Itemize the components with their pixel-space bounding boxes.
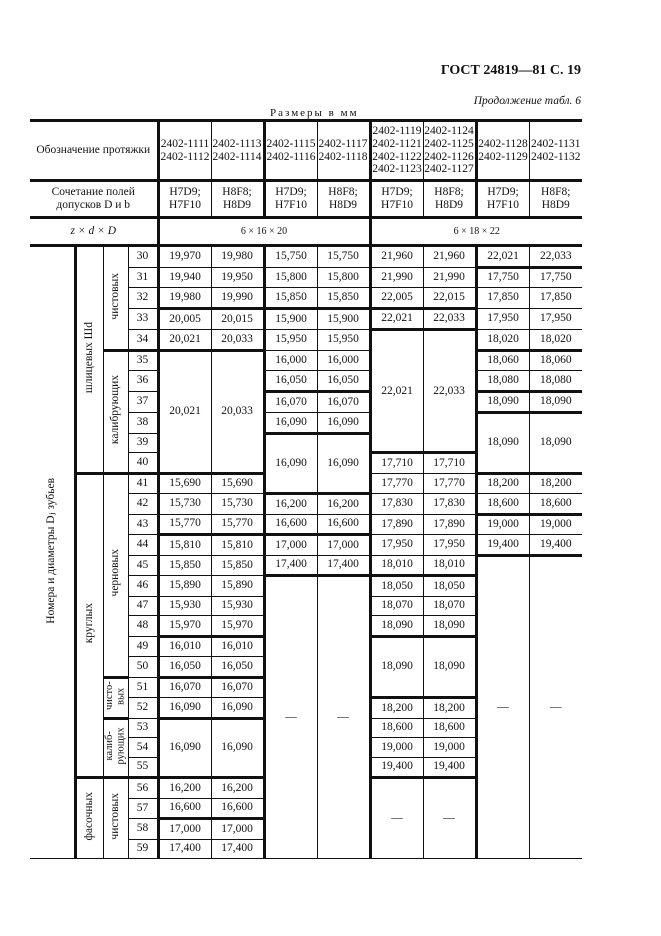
value-cell: 15,850 [317, 288, 370, 309]
tooth-number: 36 [128, 371, 158, 392]
tooth-number: 30 [128, 246, 158, 268]
value-cell: 17,950 [423, 535, 476, 556]
document-header: ГОСТ 24819—81 С. 19 [440, 63, 581, 78]
tooth-number: 43 [128, 514, 158, 535]
value-cell: 18,050 [370, 576, 423, 597]
designation-label: Обозначение протяжки [30, 121, 158, 181]
value-cell: 15,770 [211, 514, 264, 535]
value-cell: 19,980 [211, 246, 264, 268]
dash-cell: — [370, 778, 423, 859]
tooth-number: 35 [128, 350, 158, 371]
value-cell: 16,070 [317, 391, 370, 413]
value-cell: 16,090 [264, 413, 317, 434]
value-cell: 21,990 [423, 267, 476, 288]
value-cell: 18,200 [529, 473, 582, 494]
value-cell: 18,020 [476, 330, 529, 351]
value-cell: 18,050 [423, 576, 476, 597]
tooth-number: 58 [128, 819, 158, 840]
value-cell: 15,800 [317, 267, 370, 288]
value-cell: 15,810 [211, 535, 264, 556]
designation-3: 2402-1115 2402-1116 [264, 121, 317, 181]
value-cell: 18,060 [476, 350, 529, 371]
tooth-number: 37 [128, 391, 158, 413]
value-cell: 19,400 [476, 535, 529, 556]
value-cell: 17,710 [423, 453, 476, 474]
value-cell: 17,400 [264, 555, 317, 576]
value-cell: 17,000 [158, 819, 211, 840]
size-18x22: 6 × 18 × 22 [370, 218, 582, 246]
tooth-number: 48 [128, 616, 158, 637]
value-cell: 17,950 [529, 308, 582, 330]
value-cell: 16,050 [158, 657, 211, 678]
value-cell-merged: 16,090 [264, 433, 317, 494]
label-finishing-2 [103, 778, 128, 859]
value-cell: 15,930 [211, 596, 264, 616]
value-cell: 16,070 [211, 677, 264, 698]
value-cell: 17,000 [264, 535, 317, 556]
rotated-label: чистовых [109, 793, 122, 840]
value-cell: 17,950 [476, 308, 529, 330]
dash-cell: — [423, 778, 476, 859]
label-calibrating [103, 350, 128, 473]
value-cell: 18,600 [529, 494, 582, 515]
value-cell: 22,021 [476, 246, 529, 268]
value-cell: 15,770 [158, 514, 211, 535]
value-cell: 17,710 [370, 453, 423, 474]
rotated-label: калибрующих [109, 375, 122, 445]
tooth-number: 57 [128, 798, 158, 819]
value-cell: 22,021 [370, 308, 423, 330]
tolerance-label: Сочетание полей допусков D и b [30, 181, 158, 218]
value-cell: 17,000 [317, 535, 370, 556]
value-cell: 16,090 [211, 698, 264, 719]
dash-cell: — [317, 576, 370, 859]
table-row [30, 246, 582, 268]
size-label-text: z × d × D [70, 225, 117, 238]
value-cell: 18,200 [370, 698, 423, 719]
rotated-label: калиб-рующих [103, 727, 127, 765]
value-cell: 15,690 [211, 473, 264, 494]
value-cell: 17,830 [370, 494, 423, 515]
rotated-label: шлицевых Шd [83, 321, 96, 393]
value-cell: 15,900 [317, 308, 370, 330]
value-cell: 17,830 [423, 494, 476, 515]
value-cell: 15,750 [317, 246, 370, 268]
designation-7: 2402-1128 2402-1129 [476, 121, 529, 181]
value-cell: 18,090 [423, 616, 476, 637]
value-cell: 16,200 [158, 778, 211, 799]
rotated-label: чисто-вых [103, 681, 127, 711]
value-cell: 17,400 [211, 839, 264, 859]
dash-cell: — [529, 555, 582, 859]
value-cell: 20,005 [158, 308, 211, 330]
value-cell: 15,890 [158, 576, 211, 597]
tooth-number: 59 [128, 839, 158, 859]
value-cell: 15,950 [317, 330, 370, 351]
value-cell: 21,990 [370, 267, 423, 288]
value-cell: 17,400 [317, 555, 370, 576]
value-cell-merged: 22,021 [370, 330, 423, 453]
value-cell: 18,010 [370, 555, 423, 576]
designation-4: 2402-1117 2402-1118 [317, 121, 370, 181]
value-cell: 15,850 [211, 555, 264, 576]
value-cell: 20,021 [158, 330, 211, 351]
units-caption: Размеры в мм [270, 107, 359, 119]
value-cell: 16,600 [317, 514, 370, 535]
value-cell: 19,980 [158, 288, 211, 309]
value-cell: 18,090 [529, 391, 582, 413]
value-cell: 16,010 [211, 636, 264, 657]
label-calibrating-short [103, 718, 128, 778]
tolerance-3: H7D9; H7F10 [264, 181, 317, 218]
value-cell: 16,600 [211, 798, 264, 819]
tooth-number: 40 [128, 453, 158, 474]
value-cell: 22,005 [370, 288, 423, 309]
value-cell: 16,600 [158, 798, 211, 819]
value-cell: 22,015 [423, 288, 476, 309]
tooth-number: 50 [128, 657, 158, 678]
rotated-label: фасочных [83, 792, 96, 841]
designation-5: 2402-1119 2402-1121 2402-1122 2402-1123 [370, 121, 423, 181]
table-row [30, 350, 582, 371]
value-cell: 17,750 [476, 267, 529, 288]
value-cell: 18,200 [423, 698, 476, 719]
value-cell: 21,960 [423, 246, 476, 268]
value-cell: 16,050 [317, 371, 370, 392]
value-cell: 15,890 [211, 576, 264, 597]
tooth-number: 31 [128, 267, 158, 288]
value-cell: 18,600 [476, 494, 529, 515]
value-cell: 15,750 [264, 246, 317, 268]
tolerance-5: H7D9; H7F10 [370, 181, 423, 218]
value-cell: 17,850 [476, 288, 529, 309]
value-cell: 18,010 [423, 555, 476, 576]
tolerance-4: H8F8; H8D9 [317, 181, 370, 218]
value-cell: 15,850 [158, 555, 211, 576]
value-cell: 19,000 [370, 738, 423, 758]
value-cell: 18,200 [476, 473, 529, 494]
value-cell-merged: 18,090 [476, 413, 529, 474]
value-cell-merged: 16,090 [317, 433, 370, 494]
value-cell: 15,800 [264, 267, 317, 288]
value-cell-merged: 18,090 [529, 413, 582, 474]
tolerance-6: H8F8; H8D9 [423, 181, 476, 218]
value-cell: 15,930 [158, 596, 211, 616]
tooth-number: 45 [128, 555, 158, 576]
value-cell: 15,970 [158, 616, 211, 637]
value-cell: 16,000 [317, 350, 370, 371]
value-cell: 20,033 [211, 330, 264, 351]
value-cell-merged: 20,021 [158, 350, 211, 473]
tolerance-1: H7D9; H7F10 [158, 181, 211, 218]
tooth-number: 33 [128, 308, 158, 330]
size-16x20: 6 × 16 × 20 [158, 218, 370, 246]
value-cell: 16,050 [264, 371, 317, 392]
tooth-number: 32 [128, 288, 158, 309]
value-cell: 19,400 [529, 535, 582, 556]
value-cell: 16,070 [264, 391, 317, 413]
value-cell: 16,200 [264, 494, 317, 515]
value-cell: 16,200 [317, 494, 370, 515]
tooth-number: 39 [128, 433, 158, 453]
tooth-number: 55 [128, 757, 158, 778]
label-finishing-short [103, 677, 128, 718]
value-cell-merged: 16,090 [158, 718, 211, 778]
value-cell-merged: 18,090 [423, 636, 476, 698]
tooth-number: 34 [128, 330, 158, 351]
value-cell: 17,770 [370, 473, 423, 494]
value-cell: 18,060 [529, 350, 582, 371]
value-cell-merged: 22,033 [423, 330, 476, 453]
tooth-number: 42 [128, 494, 158, 515]
value-cell: 15,730 [211, 494, 264, 515]
value-cell: 18,070 [423, 596, 476, 616]
dimensions-table [30, 119, 582, 859]
value-cell: 17,000 [211, 819, 264, 840]
value-cell: 21,960 [370, 246, 423, 268]
value-cell: 18,080 [529, 371, 582, 392]
value-cell: 17,750 [529, 267, 582, 288]
value-cell-merged: 20,033 [211, 350, 264, 473]
value-cell: 16,090 [158, 698, 211, 719]
tooth-number: 44 [128, 535, 158, 556]
value-cell: 19,000 [529, 514, 582, 535]
tooth-number: 51 [128, 677, 158, 698]
rotated-label: Номера и диаметры Dⱼ зубьев [45, 477, 58, 624]
value-cell: 19,000 [476, 514, 529, 535]
table-body [30, 246, 582, 859]
value-cell: 16,600 [264, 514, 317, 535]
tooth-number: 54 [128, 738, 158, 758]
tooth-number: 47 [128, 596, 158, 616]
value-cell: 15,690 [158, 473, 211, 494]
value-cell: 15,810 [158, 535, 211, 556]
value-cell: 19,000 [423, 738, 476, 758]
value-cell: 22,033 [529, 246, 582, 268]
tooth-number: 38 [128, 413, 158, 434]
value-cell: 16,090 [317, 413, 370, 434]
value-cell: 16,010 [158, 636, 211, 657]
value-cell: 15,850 [264, 288, 317, 309]
label-finishing [103, 246, 128, 351]
tolerance-2: H8F8; H8D9 [211, 181, 264, 218]
value-cell: 18,080 [476, 371, 529, 392]
value-cell: 16,070 [158, 677, 211, 698]
value-cell: 17,770 [423, 473, 476, 494]
size-label [30, 218, 158, 246]
value-cell: 22,033 [423, 308, 476, 330]
designation-8: 2402-1131 2402-1132 [529, 121, 582, 181]
label-shaped [75, 778, 103, 859]
label-roughing [103, 473, 128, 677]
value-cell: 15,970 [211, 616, 264, 637]
rotated-label: чистовых [109, 272, 122, 320]
tolerance-7: H7D9; H7F10 [476, 181, 529, 218]
value-cell: 19,970 [158, 246, 211, 268]
value-cell: 18,600 [370, 718, 423, 738]
table-continuation-note: Продолжение табл. 6 [473, 95, 581, 107]
rotated-label: черновых [109, 549, 122, 597]
dash-cell: — [264, 576, 317, 859]
designation-1: 2402-1111 2402-1112 [158, 121, 211, 181]
designation-6: 2402-1124 2402-1125 2402-1126 2402-1127 [423, 121, 476, 181]
tooth-number: 46 [128, 576, 158, 597]
value-cell: 19,950 [211, 267, 264, 288]
value-cell: 17,850 [529, 288, 582, 309]
tooth-number: 53 [128, 718, 158, 738]
value-cell: 17,890 [423, 514, 476, 535]
value-cell: 16,200 [211, 778, 264, 799]
value-cell: 18,090 [476, 391, 529, 413]
value-cell: 18,600 [423, 718, 476, 738]
rotated-label: круглых [83, 603, 96, 644]
designation-2: 2402-1113 2402-1114 [211, 121, 264, 181]
tooth-number: 41 [128, 473, 158, 494]
tooth-number: 49 [128, 636, 158, 657]
label-spline [75, 246, 103, 474]
value-cell: 17,400 [158, 839, 211, 859]
value-cell: 16,000 [264, 350, 317, 371]
value-cell: 15,900 [264, 308, 317, 330]
value-cell: 20,015 [211, 308, 264, 330]
value-cell: 19,940 [158, 267, 211, 288]
value-cell: 19,400 [423, 757, 476, 778]
value-cell: 18,090 [370, 616, 423, 637]
label-teeth-numbers [30, 246, 75, 859]
value-cell: 15,730 [158, 494, 211, 515]
value-cell: 19,990 [211, 288, 264, 309]
value-cell-merged: 16,090 [211, 718, 264, 778]
tooth-number: 56 [128, 778, 158, 799]
value-cell: 18,020 [529, 330, 582, 351]
value-cell: 15,950 [264, 330, 317, 351]
tooth-number: 52 [128, 698, 158, 719]
label-round [75, 473, 103, 778]
value-cell: 17,890 [370, 514, 423, 535]
value-cell: 18,070 [370, 596, 423, 616]
value-cell: 16,050 [211, 657, 264, 678]
tolerance-8: H8F8; H8D9 [529, 181, 582, 218]
dash-cell: — [476, 555, 529, 859]
value-cell: 19,400 [370, 757, 423, 778]
value-cell-merged: 18,090 [370, 636, 423, 698]
value-cell: 17,950 [370, 535, 423, 556]
